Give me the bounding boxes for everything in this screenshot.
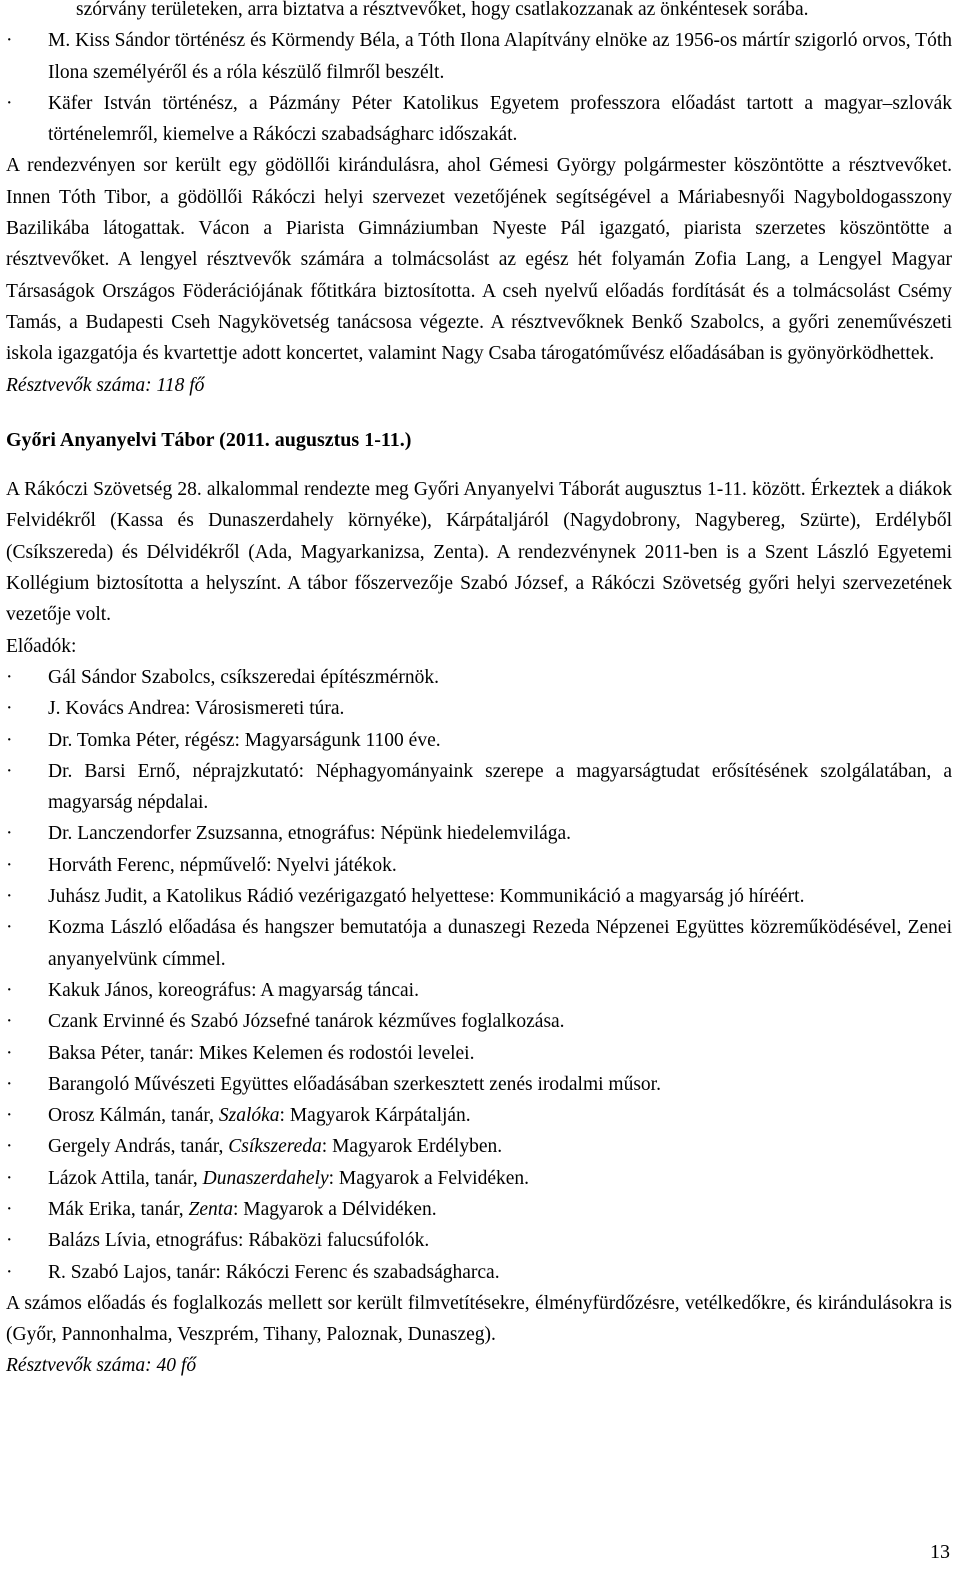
bullet-dot: · [6,30,13,52]
participants-count: Résztvevők száma: 40 fő [6,1355,197,1377]
bullet-dot: · [6,917,13,939]
speaker-topic: : Magyarok a Felvidéken. [328,1167,530,1189]
document-page [6,0,952,1382]
bullet-dot: · [6,1261,13,1283]
speakers-list [6,662,952,1288]
participants-count: Résztvevők száma: 118 fő [6,374,205,396]
speaker-text: Barangoló Művészeti Együttes előadásában szerkesztett zenés irodalmi műsor. [48,1073,661,1095]
speaker-place: Zenta [188,1198,233,1220]
bullet-dot: · [6,1011,13,1033]
speaker-name: Gergely András, tanár, [48,1136,229,1158]
continued-line [6,0,952,25]
bullet-dot: · [6,854,13,876]
bullet-text: Käfer István történész, a Pázmány Péter Katolikus Egyetem professzora előadást tartott a magyar–szlovák történelemről, kiemelve a Rákóczi szabadságharc időszakát. [48,92,952,146]
speaker-name: Mák Erika, tanár, [48,1198,189,1220]
speaker-item [6,1069,952,1100]
speaker-text: Dr. Barsi Ernő, néprajzkutató: Néphagyományaink szerepe a magyarságtudat erősítésének szolgálatában, a magyarság népdalai. [48,760,952,814]
bullet-item [6,88,952,151]
speaker-item [6,912,952,975]
speaker-text: Balázs Lívia, etnográfus: Rábaközi falucsúfolók. [48,1230,430,1252]
speaker-text: Kakuk János, koreográfus: A magyarság táncai. [48,979,419,1001]
speaker-item [6,1100,952,1131]
speaker-text: Horváth Ferenc, népművelő: Nyelvi játékok. [48,854,397,876]
bullet-dot: · [6,1105,13,1127]
speaker-text: Kozma László előadása és hangszer bemutatója a dunaszegi Rezeda Népzenei Együttes közreműködésével, Zenei anyanyelvünk címmel. [48,917,952,970]
bullet-dot: · [6,760,13,782]
bullet-dot: · [6,729,13,751]
bullet-dot: · [6,1042,13,1064]
speaker-item [6,725,952,756]
closing-paragraph: A számos előadás és foglalkozás mellett sor került filmvetítésekre, élményfürdőzésre, vetélkedőkre, és kirándulásokra is (Győr, Pannonhalma, Veszprém, Tihany, Paloznak, Dunaszeg). [6,1292,952,1346]
bullet-dot: · [6,1136,13,1158]
top-bullet-list [6,25,952,150]
speaker-text: Gál Sándor Szabolcs, csíkszeredai építészmérnök. [48,666,439,688]
speaker-item [6,1257,952,1288]
page-number: 13 [930,1541,950,1563]
bullet-dot: · [6,1167,13,1189]
speaker-name: Orosz Kálmán, tanár, [48,1105,219,1127]
bullet-dot: · [6,698,13,720]
speaker-item [6,756,952,819]
speaker-text: R. Szabó Lajos, tanár: Rákóczi Ferenc és szabadságharca. [48,1261,500,1283]
speaker-item [6,1006,952,1037]
speaker-place: Dunaszerdahely [202,1167,329,1189]
section-intro: A Rákóczi Szövetség 28. alkalommal rendezte meg Győri Anyanyelvi Táborát augusztus 1-11. között. Érkeztek a diákok Felvidékről (Kassa és Dunaszerdahely környéke), Kárpátaljáról (Nagydobrony, Nagybereg, Szürte), Erdélyből (Csíkszereda) és Délvidékről (Ada, Magyarkanizsa, Zenta). A rendezvénynek 2011-ben is a Szent László Egyetemi Kollégium biztosította a helyszínt. A tábor főszervezője Szabó József, a Rákóczi Szövetség győri helyi szervezetének vezetője volt. [6,479,952,626]
speaker-item [6,1038,952,1069]
speaker-text: Dr. Lanczendorfer Zsuzsanna, etnográfus: Népünk hiedelemvilága. [48,823,572,845]
speaker-item [6,818,952,849]
speaker-text: Juhász Judit, a Katolikus Rádió vezérigazgató helyettese: Kommunikáció a magyarság jó híréért. [48,886,805,908]
speaker-item [6,975,952,1006]
speaker-item [6,1131,952,1162]
speaker-item [6,662,952,693]
speaker-topic: : Magyarok Erdélyben. [321,1136,503,1158]
bullet-dot: · [6,666,13,688]
speaker-place: Csíkszereda [228,1136,322,1158]
bullet-text: M. Kiss Sándor történész és Körmendy Béla, a Tóth Ilona Alapítvány elnöke az 1956-os mártír szigorló orvos, Tóth Ilona személyéről és a róla készülő filmről beszélt. [48,30,952,83]
speaker-item [6,1225,952,1256]
bullet-item [6,25,952,88]
bullet-dot: · [6,979,13,1001]
continued-text: szórvány területeken, arra biztatva a résztvevőket, hogy csatlakozzanak az önkéntesek sorába. [76,0,809,20]
speaker-text: Baksa Péter, tanár: Mikes Kelemen és rodostói levelei. [48,1042,475,1064]
speaker-item [6,693,952,724]
speaker-text: Dr. Tomka Péter, régész: Magyarságunk 1100 éve. [48,729,441,751]
speaker-name: Lázok Attila, tanár, [48,1167,203,1189]
bullet-dot: · [6,92,13,114]
bullet-dot: · [6,1198,13,1220]
speaker-topic: : Magyarok a Délvidéken. [232,1198,437,1220]
speaker-item [6,1163,952,1194]
speaker-item [6,881,952,912]
speakers-label: Előadók: [6,635,77,657]
speaker-item [6,1194,952,1225]
speaker-item [6,850,952,881]
event-paragraph: A rendezvényen sor került egy gödöllői kirándulásra, ahol Gémesi György polgármester köszöntötte a résztvevőket. Innen Tóth Tibor, a gödöllői Rákóczi helyi szervezet vezetőjének segítségével a Máriabesnyői Nagyboldogasszony Bazilikába látogattak. Vácon a Piarista Gimnáziumban Nyeste Pál igazgató, piarista szerzetes köszöntötte a résztvevőket. A lengyel résztvevők számára a tolmácsolást az egész hét folyamán Zofia Lang, a Lengyel Magyar Társaságok Országos Föderációjának főtitkára biztosította. A cseh nyelvű előadás fordítását és a tolmácsolást Csémy Tamás, a Budapesti Cseh Nagykövetség tanácsosa végezte. A résztvevőknek Benkő Szabolcs, a győri zeneművészeti iskola igazgatója és kvartettje adott koncertet, valamint Nagy Csaba tárogatóművész előadásában is gyönyörködhettek. [6,155,952,365]
speaker-topic: : Magyarok Kárpátalján. [279,1105,471,1127]
bullet-dot: · [6,823,13,845]
section-heading: Győri Anyanyelvi Tábor (2011. augusztus 1-11.) [6,428,412,451]
bullet-dot: · [6,1230,13,1252]
bullet-dot: · [6,886,13,908]
speaker-text: J. Kovács Andrea: Városismereti túra. [48,698,345,720]
speaker-text: Czank Ervinné és Szabó Józsefné tanárok kézműves foglalkozása. [48,1011,565,1033]
bullet-dot: · [6,1073,13,1095]
speaker-place: Szalóka [218,1105,280,1127]
